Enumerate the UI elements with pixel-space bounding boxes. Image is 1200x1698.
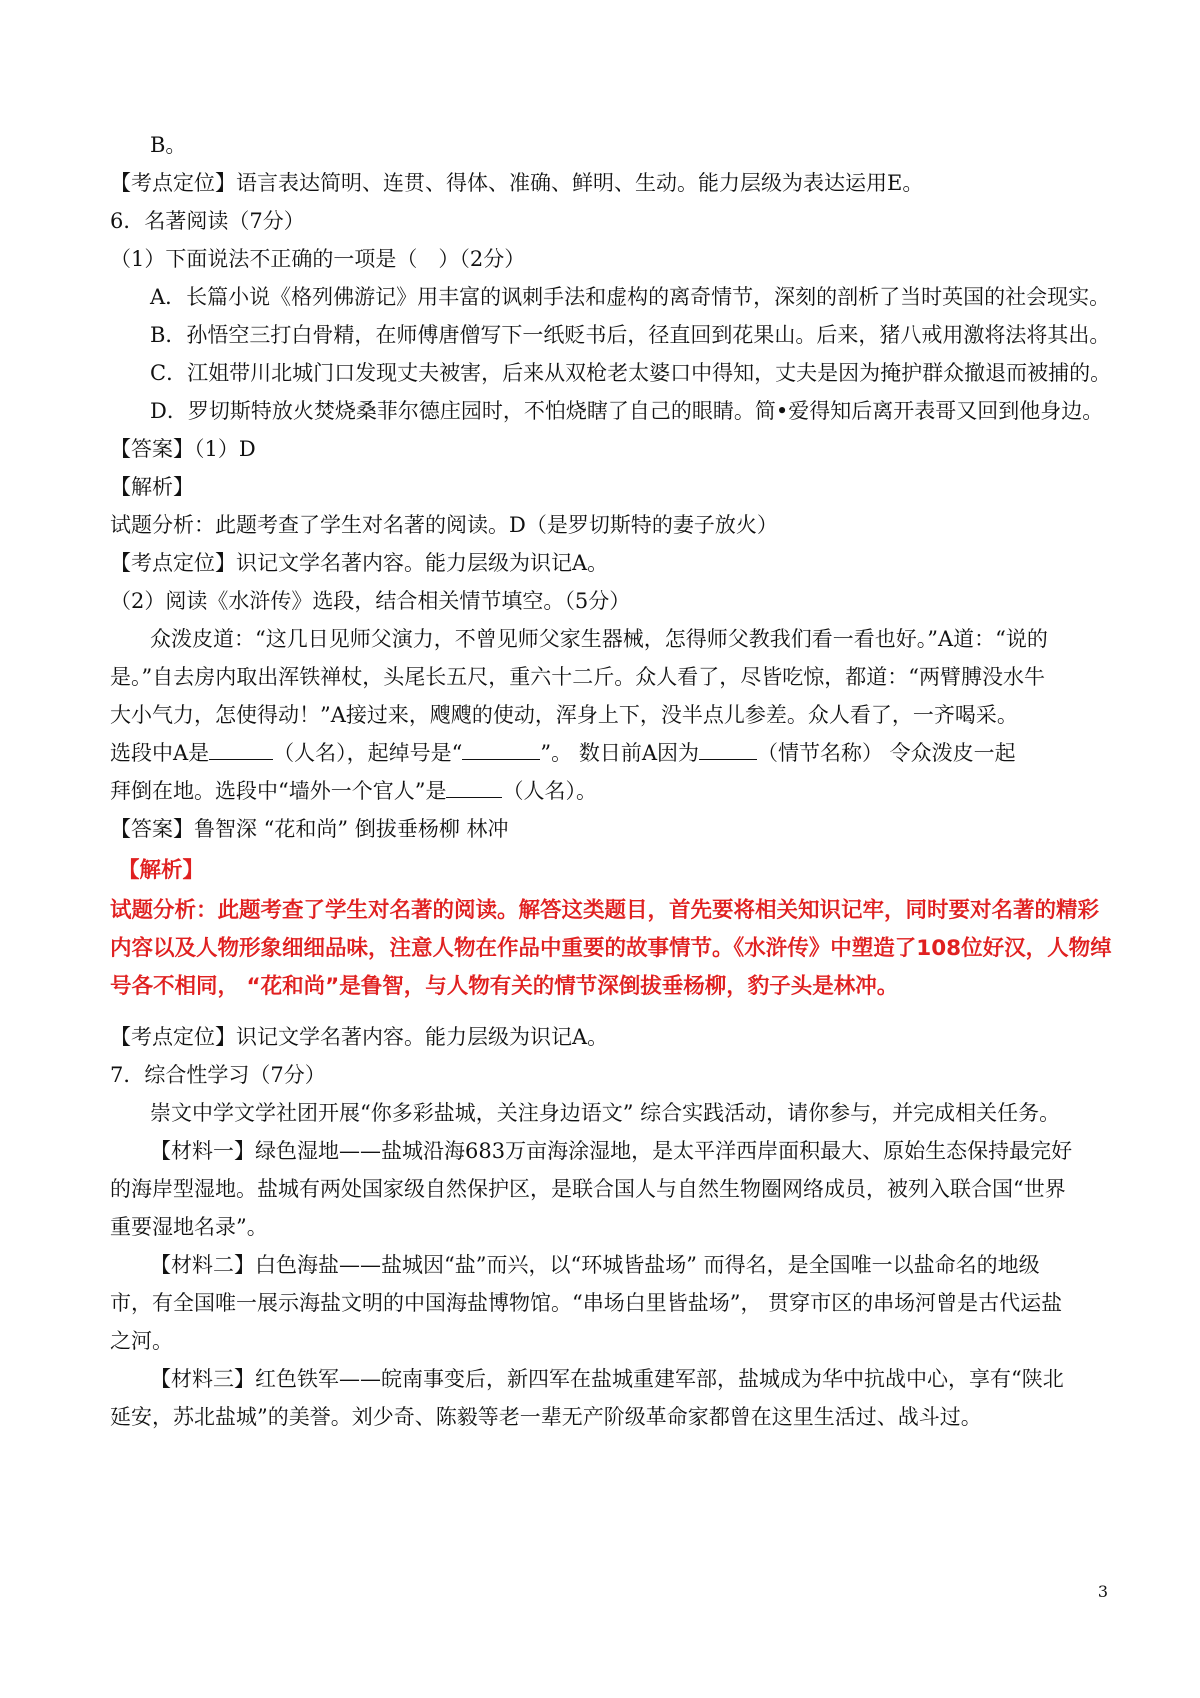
exam-point-part1: 【考点定位】识记文学名著内容。能力层级为识记A。 — [110, 551, 609, 575]
question-6-title: 6．名著阅读（7分） — [110, 209, 305, 233]
question-7-intro: 崇文中学文学社团开展“你多彩盐城，关注身边语文” 综合实践活动，请你参与，并完成相关任务。 — [150, 1101, 1061, 1125]
option-b: B．孙悟空三打白骨精，在师傅唐僧写下一纸贬书后，径直回到花果山。后来，猪八戒用激将法将其出。 — [150, 323, 1111, 347]
question-6-part1: （1）下面说法不正确的一项是（ ）（2分） — [110, 247, 526, 271]
option-a: A．长篇小说《格列佛游记》用丰富的讽刺手法和虚构的离奇情节，深刻的剖析了当时英国的社会现实。 — [150, 285, 1111, 309]
blank-name[interactable] — [209, 739, 273, 760]
fill-text-d: （情节名称） 令众泼皮一起 — [757, 741, 1016, 765]
option-c: C．江姐带川北城门口发现丈夫被害，后来从双枪老太婆口中得知，丈夫是因为掩护群众撤退而被捕的。 — [150, 361, 1112, 385]
exam-point-q5: 【考点定位】语言表达简明、连贯、得体、准确、鲜明、生动。能力层级为表达运用E。 — [110, 171, 924, 195]
material-1-line-3: 重要湿地名录”。 — [110, 1215, 268, 1239]
material-3-line-1: 【材料三】红色铁军——皖南事变后，新四军在盐城重建军部，盐城成为华中抗战中心，享有“陕北 — [150, 1367, 1064, 1391]
material-2-line-1: 【材料二】白色海盐——盐城因“盐”而兴，以“环城皆盐场” 而得名，是全国唯一以盐命名的地级 — [150, 1253, 1040, 1277]
excerpt-line-1: 众泼皮道：“这几日见师父演力，不曾见师父家生器械，怎得师父教我们看一看也好。”A道：“说的 — [150, 627, 1048, 651]
blank-plot[interactable] — [699, 739, 757, 760]
material-3-line-2: 延安，苏北盐城”的美誉。刘少奇、陈毅等老一辈无产阶级革命家都曾在这里生活过、战斗过。 — [110, 1405, 982, 1429]
blank-nickname[interactable] — [462, 739, 540, 760]
fill-text-e: 拜倒在地。选段中“墙外一个官人”是 — [110, 779, 447, 803]
fill-text-c: ”。 数日前A因为 — [540, 741, 699, 765]
excerpt-line-3: 大小气力，怎使得动！”A接过来，飕飕的使动，浑身上下，没半点儿参差。众人看了，一齐喝采。 — [110, 703, 1018, 727]
analysis-red-line-1: 试题分析：此题考查了学生对名著的阅读。解答这类题目，首先要将相关知识记牢，同时要对名著的精彩 — [110, 898, 1100, 923]
fill-in-line-1 — [110, 738, 1110, 768]
analysis-red-line-3: 号各不相同， “花和尚”是鲁智，与人物有关的情节深倒拔垂杨柳，豹子头是林冲。 — [110, 974, 899, 999]
excerpt-line-2: 是。”自去房内取出浑铁禅杖，头尾长五尺，重六十二斤。众人看了，尽皆吃惊，都道：“两臂膊没水牛 — [110, 665, 1045, 689]
option-d: D．罗切斯特放火焚烧桑菲尔德庄园时，不怕烧瞎了自己的眼睛。简•爱得知后离开表哥又回到他身边。 — [150, 399, 1104, 423]
fill-in-line-2 — [110, 776, 1110, 806]
exam-point-part2: 【考点定位】识记文学名著内容。能力层级为识记A。 — [110, 1025, 609, 1049]
analysis-part1: 试题分析：此题考查了学生对名著的阅读。D（是罗切斯特的妻子放火） — [110, 513, 778, 537]
option-b-end: B。 — [150, 133, 187, 157]
material-1-line-2: 的海岸型湿地。盐城有两处国家级自然保护区，是联合国人与自然生物圈网络成员，被列入联合国“世界 — [110, 1177, 1066, 1201]
fill-text-b: （人名），起绰号是“ — [273, 741, 463, 765]
question-7-title: 7．综合性学习（7分） — [110, 1063, 326, 1087]
analysis-red-line-2: 内容以及人物形象细细品味，注意人物在作品中重要的故事情节。《水浒传》中塑造了108位好汉，人物绰 — [110, 936, 1112, 961]
question-6-part2: （2）阅读《水浒传》选段，结合相关情节填空。（5分） — [110, 589, 631, 613]
blank-official[interactable] — [446, 777, 502, 798]
fill-text-f: （人名）。 — [502, 779, 597, 803]
material-1-line-1: 【材料一】绿色湿地——盐城沿海683万亩海涂湿地，是太平洋西岸面积最大、原始生态保持最完好 — [150, 1139, 1073, 1163]
answer-part2: 【答案】鲁智深 “花和尚” 倒拔垂杨柳 林冲 — [110, 817, 509, 841]
answer-part1: 【答案】（1）D — [110, 437, 256, 461]
page-number: 3 — [1097, 1582, 1108, 1601]
fill-text-a: 选段中A是 — [110, 741, 210, 765]
material-2-line-2: 市，有全国唯一展示海盐文明的中国海盐博物馆。“串场白里皆盐场”， 贯穿市区的串场河曾是古代运盐 — [110, 1291, 1063, 1315]
analysis-heading: 【解析】 — [110, 475, 194, 499]
material-2-line-3: 之河。 — [110, 1329, 173, 1353]
analysis-heading-red: 【解析】 — [118, 858, 205, 883]
